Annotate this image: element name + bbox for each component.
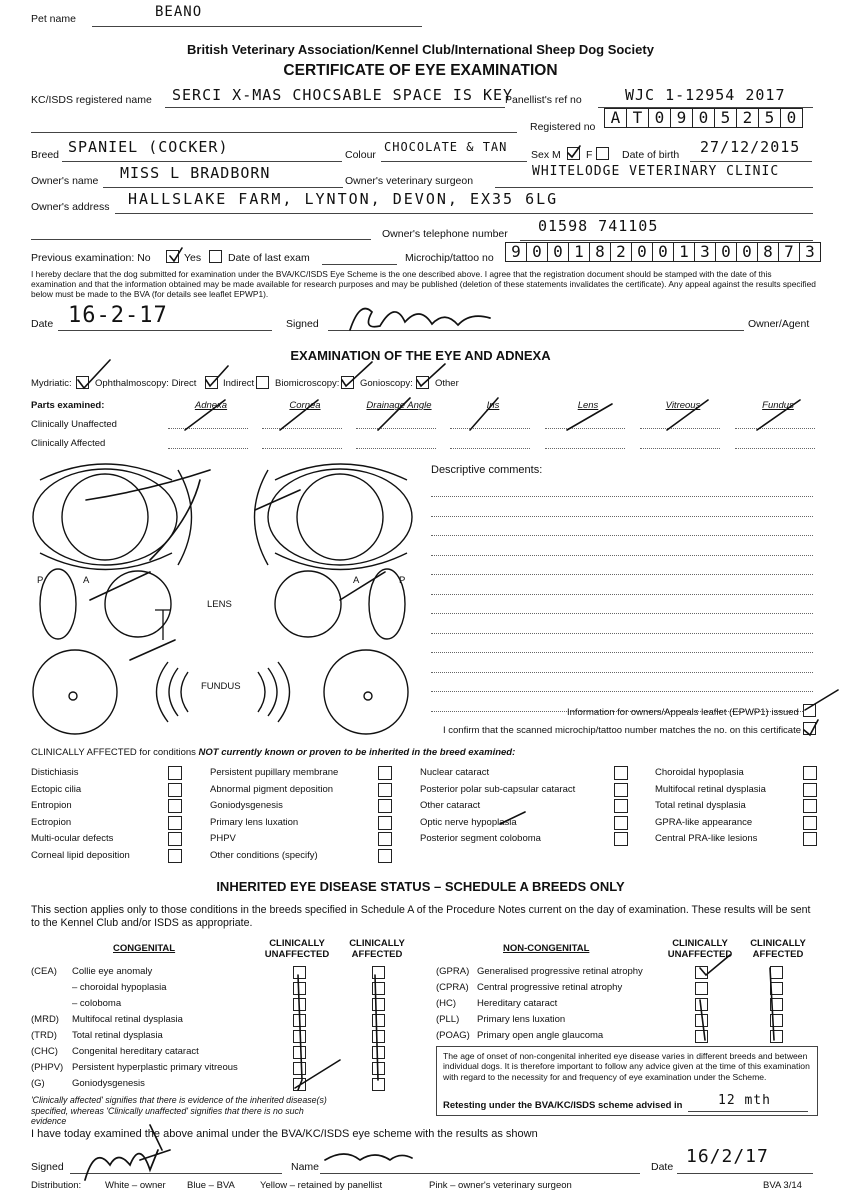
retest-value[interactable]: 12 mth <box>718 1093 771 1108</box>
affected-condition-label: Primary lens luxation <box>210 816 299 828</box>
part-unaffected-line[interactable] <box>262 428 342 429</box>
congenital-affected-checkbox[interactable] <box>372 982 385 995</box>
affected-condition-label: Corneal lipid deposition <box>31 850 130 861</box>
microchip-boxes[interactable] <box>506 242 821 262</box>
congenital-unaffected-checkbox[interactable] <box>293 998 306 1011</box>
microchip-cell: 2 <box>610 242 632 262</box>
owner-agent-label: Owner/Agent <box>748 318 810 330</box>
part-adnexa-header: Adnexa <box>194 400 228 411</box>
method-indirect: Indirect <box>223 378 255 389</box>
microchip-cell: 3 <box>694 242 716 262</box>
affected-condition-checkbox[interactable] <box>168 832 182 846</box>
comment-line[interactable] <box>431 574 813 575</box>
microchip-cell: 8 <box>757 242 779 262</box>
registered-no-cell: 2 <box>736 108 759 128</box>
affected-condition-checkbox[interactable] <box>378 783 392 797</box>
affected-condition-checkbox[interactable] <box>378 849 392 863</box>
affected-condition-label: Multi-ocular defects <box>31 833 114 845</box>
congenital-unaffected-head: CLINICALLY UNAFFECTED <box>264 938 330 960</box>
affected-condition-label: Ectopic cilia <box>31 783 82 795</box>
comment-line[interactable] <box>431 594 813 595</box>
affected-condition-checkbox[interactable] <box>378 799 392 813</box>
footer-name-label: Name <box>291 1161 320 1173</box>
colour-value[interactable]: CHOCOLATE & TAN <box>384 140 508 154</box>
microchip-cell: 0 <box>547 242 569 262</box>
affected-condition-label: Other cataract <box>420 800 481 812</box>
affected-condition-label: Optic nerve hypoplasia <box>420 816 517 828</box>
affected-condition-label: Entropion <box>31 800 72 812</box>
noncongenital-unaffected-checkbox[interactable] <box>695 982 708 995</box>
noncongenital-unaffected-checkbox[interactable] <box>695 998 708 1011</box>
congenital-affected-head: CLINICALLY AFFECTED <box>349 938 405 960</box>
registered-name-value[interactable]: SERCI X-MAS CHOCSABLE SPACE IS KEY <box>172 86 514 104</box>
sex-label: Sex M <box>531 149 561 161</box>
vet-name-handwritten <box>325 1154 412 1160</box>
congenital-affected-checkbox[interactable] <box>372 1062 385 1075</box>
congenital-unaffected-checkbox[interactable] <box>293 1014 306 1027</box>
lens-front-right <box>275 571 341 637</box>
affected-condition-checkbox[interactable] <box>803 799 817 813</box>
comments-label: Descriptive comments: <box>431 464 543 476</box>
congenital-heading: CONGENITAL <box>113 943 176 954</box>
noncongenital-unaffected-checkbox[interactable] <box>695 966 708 979</box>
owner-address-label: Owner's address <box>31 201 110 213</box>
registered-no-boxes[interactable] <box>605 108 803 128</box>
microchip-cell: 9 <box>505 242 527 262</box>
part-cornea-header: Cornea <box>289 400 321 411</box>
distribution-pink: Pink – owner's veterinary surgeon <box>429 1180 572 1191</box>
fundus-left <box>33 650 117 734</box>
noncongenital-code: (PLL) <box>436 1014 460 1025</box>
registered-no-label: Registered no <box>530 121 596 133</box>
distribution-label: Distribution: <box>31 1180 82 1191</box>
congenital-unaffected-checkbox[interactable] <box>293 1046 306 1059</box>
parts-examined-label: Parts examined: <box>31 400 105 411</box>
affected-condition-label: Nuclear cataract <box>420 767 490 778</box>
congenital-unaffected-checkbox[interactable] <box>293 982 306 995</box>
method-gonioscopy: Gonioscopy: <box>360 378 413 389</box>
part-unaffected-line[interactable] <box>450 428 530 429</box>
direct-checkbox[interactable] <box>205 376 218 389</box>
microchip-label: Microchip/tattoo no <box>405 252 494 264</box>
owner-address-value[interactable]: HALLSLAKE FARM, LYNTON, DEVON, EX35 6LG <box>128 190 559 208</box>
part-affected-line[interactable] <box>450 448 530 449</box>
previous-exam-no-checkbox[interactable] <box>166 250 179 263</box>
comment-line[interactable] <box>431 535 813 536</box>
noncongenital-condition: Generalised progressive retinal atrophy <box>477 966 643 977</box>
indirect-checkbox[interactable] <box>256 376 269 389</box>
telephone-label: Owner's telephone number <box>382 228 508 240</box>
congenital-affected-checkbox[interactable] <box>372 966 385 979</box>
last-exam-label: Date of last exam <box>228 252 310 264</box>
affected-condition-checkbox[interactable] <box>168 816 182 830</box>
affected-condition-checkbox[interactable] <box>168 849 182 863</box>
comment-line[interactable] <box>431 672 813 673</box>
microchip-cell: 0 <box>652 242 674 262</box>
certificate-title: CERTIFICATE OF EYE EXAMINATION <box>283 62 558 79</box>
affected-condition-label: Total retinal dysplasia <box>655 800 746 812</box>
footer-date-value[interactable]: 16/2/17 <box>686 1146 769 1167</box>
affected-condition-label: GPRA-like appearance <box>655 816 753 828</box>
inherited-footnote: 'Clinically affected' signifies that there is evidence of the inherited disease(s) specified, whereas 'Clinically unaffected' signifies that there is no such evidence <box>31 1095 327 1126</box>
retest-label: Retesting under the BVA/KC/ISDS scheme advised in <box>443 1100 683 1111</box>
congenital-affected-checkbox[interactable] <box>372 998 385 1011</box>
microchip-cell: 1 <box>673 242 695 262</box>
noncongenital-condition: Hereditary cataract <box>477 998 558 1009</box>
congenital-code: (MRD) <box>31 1014 59 1025</box>
affected-condition-checkbox[interactable] <box>803 832 817 846</box>
registered-no-cell: 9 <box>670 108 693 128</box>
noncongenital-code: (GPRA) <box>436 966 470 977</box>
sex-f-label: F <box>586 149 593 161</box>
congenital-unaffected-checkbox[interactable] <box>293 966 306 979</box>
noncongenital-affected-checkbox[interactable] <box>770 1014 783 1027</box>
part-affected-line[interactable] <box>545 448 625 449</box>
eye-adnexa-left-diagram <box>33 469 177 565</box>
noncongenital-condition: Central progressive retinal atrophy <box>477 982 623 993</box>
affected-condition-checkbox[interactable] <box>803 766 817 780</box>
signed-label: Signed <box>286 318 319 330</box>
registered-name-label: KC/ISDS registered name <box>31 94 152 106</box>
panellist-ref-label: Panellist's ref no <box>505 94 582 106</box>
part-affected-line[interactable] <box>168 448 248 449</box>
lens-posterior-label-right: P <box>399 575 406 586</box>
congenital-condition: – choroidal hypoplasia <box>72 982 167 993</box>
fundus-label: FUNDUS <box>201 681 241 692</box>
info-leaflet-label: Information for owners/Appeals leaflet (EPWP1) issued <box>567 707 799 718</box>
noncongenital-condition: Primary open angle glaucoma <box>477 1030 604 1041</box>
congenital-condition: – coloboma <box>72 998 122 1009</box>
noncongenital-affected-checkbox[interactable] <box>770 982 783 995</box>
noncongenital-heading: NON-CONGENITAL <box>503 943 590 954</box>
inherited-heading: INHERITED EYE DISEASE STATUS – SCHEDULE A BREEDS ONLY <box>216 879 625 894</box>
affected-condition-label: Posterior polar sub-capsular cataract <box>420 783 576 795</box>
microchip-cell: 0 <box>526 242 548 262</box>
affected-condition-label: Posterior segment coloboma <box>420 833 541 845</box>
exam-heading: EXAMINATION OF THE EYE AND ADNEXA <box>290 348 551 363</box>
congenital-condition: Total retinal dysplasia <box>72 1030 163 1041</box>
comment-line[interactable] <box>431 516 813 517</box>
congenital-affected-checkbox[interactable] <box>372 1046 385 1059</box>
eye-adnexa-right-diagram <box>268 469 412 565</box>
congenital-affected-checkbox[interactable] <box>372 1014 385 1027</box>
comment-line[interactable] <box>431 555 813 556</box>
part-affected-line[interactable] <box>640 448 720 449</box>
noncongenital-affected-checkbox[interactable] <box>770 998 783 1011</box>
microchip-cell: 0 <box>736 242 758 262</box>
org-heading: British Veterinary Association/Kennel Club/International Sheep Dog Society <box>187 42 654 57</box>
affected-condition-checkbox[interactable] <box>168 766 182 780</box>
previous-exam-yes-checkbox[interactable] <box>209 250 222 263</box>
owner-name-value[interactable]: MISS L BRADBORN <box>120 164 271 182</box>
affected-condition-label: Goniodysgenesis <box>210 800 283 812</box>
affected-condition-checkbox[interactable] <box>614 783 628 797</box>
microchip-cell: 1 <box>568 242 590 262</box>
info-leaflet-checkbox[interactable] <box>803 704 816 717</box>
owner-name-label: Owner's name <box>31 175 99 187</box>
congenital-affected-checkbox[interactable] <box>372 1030 385 1043</box>
registered-no-cell: 0 <box>780 108 803 128</box>
affected-condition-checkbox[interactable] <box>803 783 817 797</box>
comment-line[interactable] <box>431 496 813 497</box>
lens-posterior-label-left: P <box>37 575 44 586</box>
footer-signed-label: Signed <box>31 1161 64 1173</box>
registered-no-cell: 0 <box>692 108 715 128</box>
date-label: Date <box>31 318 54 330</box>
affected-condition-label: Central PRA-like lesions <box>655 833 758 845</box>
affected-condition-label: Choroidal hypoplasia <box>655 767 744 778</box>
affected-condition-checkbox[interactable] <box>168 799 182 813</box>
affected-condition-label: Distichiasis <box>31 767 79 778</box>
affected-heading: CLINICALLY AFFECTED for conditions NOT currently known or proven to be inherited in the breed examined: <box>31 747 516 758</box>
noncongenital-unaffected-head: CLINICALLY UNAFFECTED <box>667 938 733 960</box>
noncongenital-affected-checkbox[interactable] <box>770 1030 783 1043</box>
date-value[interactable]: 16-2-17 <box>68 303 168 328</box>
affected-condition-label: Multifocal retinal dysplasia <box>655 783 766 795</box>
gonioscopy-checkbox[interactable] <box>416 376 429 389</box>
affected-condition-checkbox[interactable] <box>803 816 817 830</box>
part-unaffected-line[interactable] <box>735 428 815 429</box>
noncongenital-code: (CPRA) <box>436 982 469 993</box>
part-unaffected-line[interactable] <box>168 428 248 429</box>
part-lens-header: Lens <box>577 400 599 411</box>
congenital-condition: Congenital hereditary cataract <box>72 1046 199 1057</box>
part-affected-line[interactable] <box>262 448 342 449</box>
affected-condition-label: Other conditions (specify) <box>210 850 318 861</box>
footer-date-label: Date <box>651 1161 674 1173</box>
affected-condition-checkbox[interactable] <box>614 766 628 780</box>
sex-f-checkbox[interactable] <box>596 147 609 160</box>
congenital-condition: Goniodysgenesis <box>72 1078 145 1089</box>
part-vitreous-header: Vitreous <box>665 400 701 411</box>
affected-condition-checkbox[interactable] <box>168 783 182 797</box>
congenital-condition: Persistent hyperplastic primary vitreous <box>72 1062 238 1073</box>
declaration-text: I hereby declare that the dog submitted for examination under the BVA/KC/ISDS Eye Scheme is the one described above. I agree that the registration document should be stamped with the date of this examination and that the information obtained may be made available for research purposes and may be published (deletion of these statements invalidates the certificate). Any appeal against the results specified below must be made to the BVA (for details see leaflet EPWP1). <box>31 269 816 299</box>
pet-name-label: Pet name <box>31 13 76 25</box>
congenital-code: (CHC) <box>31 1046 58 1057</box>
form-code: BVA 3/14 <box>763 1180 802 1191</box>
lens-anterior-label-right: A <box>353 575 360 586</box>
part-drainage-angle-header: Drainage Angle <box>366 400 432 411</box>
method-mydriatic: Mydriatic: <box>31 378 72 389</box>
affected-condition-checkbox[interactable] <box>614 832 628 846</box>
noncongenital-affected-checkbox[interactable] <box>770 966 783 979</box>
congenital-affected-checkbox[interactable] <box>372 1078 385 1091</box>
congenital-code: (TRD) <box>31 1030 57 1041</box>
affected-condition-label: Abnormal pigment deposition <box>210 783 334 795</box>
registered-no-cell: 5 <box>714 108 737 128</box>
congenital-code: (G) <box>31 1078 45 1089</box>
affected-condition-checkbox[interactable] <box>378 766 392 780</box>
inherited-intro: This section applies only to those conditions in the breeds specified in Schedule A of the Procedure Notes current on the day of examination. These results will be sent to the Kennel Club and/or ISDS as appropriate. <box>31 904 811 929</box>
microchip-cell: 0 <box>715 242 737 262</box>
noncongenital-affected-head: CLINICALLY AFFECTED <box>750 938 806 960</box>
noncongenital-condition: Primary lens luxation <box>477 1014 566 1025</box>
dob-value[interactable]: 27/12/2015 <box>700 138 801 156</box>
affected-condition-label: Persistent pupillary membrane <box>210 767 339 778</box>
lens-front-left <box>105 571 171 637</box>
registered-no-cell: 0 <box>648 108 671 128</box>
comment-line[interactable] <box>431 613 813 614</box>
part-fundus-header: Fundus <box>762 400 794 411</box>
lens-label: LENS <box>207 599 232 610</box>
affected-condition-checkbox[interactable] <box>378 832 392 846</box>
part-unaffected-line[interactable] <box>545 428 625 429</box>
panellist-ref-value[interactable]: WJC 1-12954 2017 <box>625 86 786 104</box>
microchip-cell: 0 <box>631 242 653 262</box>
biomicroscopy-checkbox[interactable] <box>341 376 354 389</box>
distribution-blue: Blue – BVA <box>187 1180 235 1191</box>
affected-condition-label: PHPV <box>210 833 236 845</box>
vet-value[interactable]: WHITELODGE VETERINARY CLINIC <box>532 164 780 179</box>
dob-label: Date of birth <box>622 149 680 161</box>
row-unaffected-label: Clinically Unaffected <box>31 419 117 430</box>
affected-condition-checkbox[interactable] <box>614 816 628 830</box>
distribution-white: White – owner <box>105 1180 166 1191</box>
noncongenital-code: (HC) <box>436 998 457 1009</box>
comment-line[interactable] <box>431 652 813 653</box>
noncongenital-unaffected-checkbox[interactable] <box>695 1030 708 1043</box>
congenital-unaffected-checkbox[interactable] <box>293 1030 306 1043</box>
sex-m-checkbox[interactable] <box>567 147 580 160</box>
pet-name-value[interactable]: BEANO <box>155 4 203 20</box>
lens-side-left <box>40 569 76 639</box>
part-unaffected-line[interactable] <box>356 428 436 429</box>
mydriatic-checkbox[interactable] <box>76 376 89 389</box>
registered-no-cell: A <box>604 108 627 128</box>
footer-statement: I have today examined the above animal under the BVA/KC/ISDS eye scheme with the results as shown <box>31 1128 538 1140</box>
microchip-cell: 3 <box>799 242 821 262</box>
method-other: Other <box>435 378 459 389</box>
congenital-code: (PHPV) <box>31 1062 64 1073</box>
comment-line[interactable] <box>431 691 813 692</box>
noncongenital-code: (POAG) <box>436 1030 470 1041</box>
affected-condition-label: Ectropion <box>31 816 72 828</box>
part-unaffected-line[interactable] <box>640 428 720 429</box>
noncongenital-unaffected-checkbox[interactable] <box>695 1014 708 1027</box>
distribution-yellow: Yellow – retained by panellist <box>260 1180 383 1191</box>
previous-exam-yes-label: Yes <box>184 252 202 264</box>
congenital-condition: Multifocal retinal dysplasia <box>72 1014 183 1025</box>
row-affected-label: Clinically Affected <box>31 438 106 449</box>
registered-no-cell: 5 <box>758 108 781 128</box>
registered-no-cell: T <box>626 108 649 128</box>
confirm-scan-checkbox[interactable] <box>803 722 816 735</box>
part-affected-line[interactable] <box>735 448 815 449</box>
colour-label: Colour <box>345 149 376 161</box>
confirm-scan-label: I confirm that the scanned microchip/tattoo number matches the no. on this certificate <box>443 725 802 736</box>
affected-condition-checkbox[interactable] <box>378 816 392 830</box>
breed-value[interactable]: SPANIEL (COCKER) <box>68 138 229 156</box>
comment-line[interactable] <box>431 633 813 634</box>
microchip-cell: 8 <box>589 242 611 262</box>
congenital-code: (CEA) <box>31 966 57 977</box>
lens-anterior-label-left: A <box>83 575 90 586</box>
microchip-cell: 7 <box>778 242 800 262</box>
part-iris-header: Iris <box>486 400 500 411</box>
owner-signature <box>350 309 490 330</box>
congenital-condition: Collie eye anomaly <box>72 966 153 977</box>
fundus-right <box>324 650 408 734</box>
congenital-unaffected-checkbox[interactable] <box>293 1078 306 1091</box>
affected-condition-checkbox[interactable] <box>614 799 628 813</box>
method-biomicroscopy: Biomicroscopy: <box>275 378 340 389</box>
congenital-unaffected-checkbox[interactable] <box>293 1062 306 1075</box>
telephone-value[interactable]: 01598 741105 <box>538 217 659 235</box>
vet-signature <box>85 1150 170 1180</box>
previous-exam-label: Previous examination: No <box>31 252 151 264</box>
method-direct: Ophthalmoscopy: Direct <box>95 378 197 389</box>
vet-label: Owner's veterinary surgeon <box>345 175 474 187</box>
age-note-text: The age of onset of non-congenital inherited eye disease varies in different breeds and between individual dogs. It is therefore important to follow any advice given at the time of this examination with regard to the necessity for and frequency of eye examination under the Scheme. <box>443 1051 810 1082</box>
breed-label: Breed <box>31 149 60 161</box>
part-affected-line[interactable] <box>356 448 436 449</box>
